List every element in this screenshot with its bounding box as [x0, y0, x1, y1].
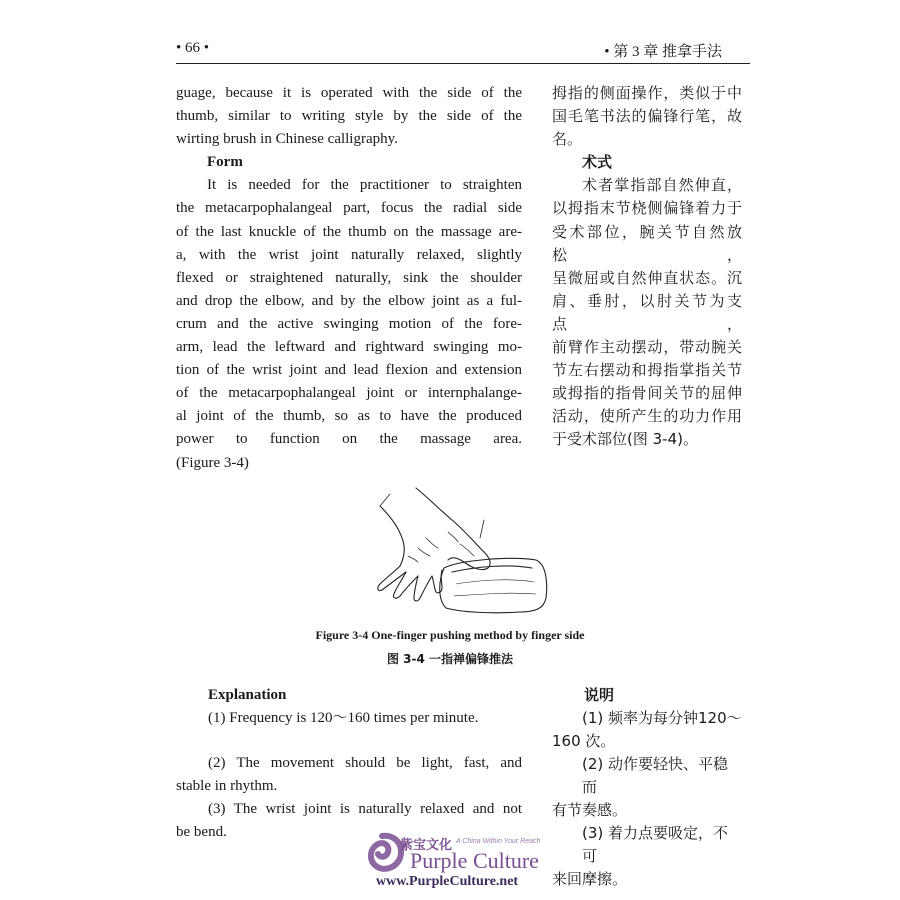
- en-ex3-line: (3) The wrist joint is naturally relaxed and not: [208, 801, 522, 817]
- chinese-column: [552, 82, 742, 452]
- en-p1-line: guage, because it is operated with the side of the: [176, 85, 522, 101]
- zh-p2-line: 节左右摆动和拇指掌指关节: [552, 361, 742, 380]
- zh-ex3-line: 来回摩擦。: [552, 870, 628, 888]
- watermark-brand: Purple Culture: [410, 848, 539, 873]
- explanation-heading-zh: 说明: [584, 686, 615, 704]
- zh-ex1-line: (1) 频率为每分钟120～: [582, 709, 742, 727]
- watermark-url: www.PurpleCulture.net: [376, 874, 519, 889]
- zh-p2-line: 活动，使所产生的功力作用: [552, 407, 742, 426]
- zh-p2-line: 前臂作主动摆动，带动腕关: [552, 338, 742, 357]
- en-p2-line: a, with the wrist joint naturally relaxed, slightly: [176, 246, 522, 263]
- en-p2-line: It is needed for the practitioner to straighten: [207, 177, 522, 194]
- en-p2-line: al joint of the thumb, so as to have the produced: [176, 408, 522, 425]
- explanation-items-zh: [552, 707, 742, 891]
- header-rule: [176, 63, 750, 64]
- page-number: • 66 •: [176, 40, 210, 56]
- zh-ex3-line: (3) 着力点要吸定，不可: [582, 824, 729, 865]
- en-p2-line: power to function on the massage area.: [176, 431, 522, 448]
- en-p2-line: flexed or straightened naturally, sink the shoulder: [176, 269, 522, 286]
- zh-ex1-line: 160 次。: [552, 732, 616, 750]
- en-p2-line: of the last knuckle of the thumb on the massage are-: [176, 223, 522, 240]
- zh-p2-line: 或拇指的指骨间关节的屈伸: [552, 384, 742, 403]
- en-p2-line: and drop the elbow, and by the elbow joint as a ful-: [176, 292, 522, 309]
- en-p2-line: tion of the wrist joint and lead flexion and extension: [176, 362, 522, 379]
- en-ex3-line: be bend.: [176, 824, 227, 840]
- explanation-item2-en: [176, 752, 522, 798]
- en-p2-line: arm, lead the leftward and rightward swinging mo-: [176, 339, 522, 356]
- en-p2-line: crum and the active swinging motion of the fore-: [176, 315, 522, 332]
- zh-p1-line: 名。: [552, 130, 583, 149]
- figure-caption-zh: 图 3-4 一指禅偏锋推法: [386, 652, 514, 666]
- english-column: [176, 82, 522, 475]
- en-p2-line: (Figure 3-4): [176, 454, 249, 471]
- en-p1-line: thumb, similar to writing style by the side of the: [176, 108, 522, 125]
- watermark-tagline: A China Within Your Reach: [456, 838, 541, 845]
- explanation-item1-en: (1) Frequency is 120～160 times per minute.: [208, 710, 479, 726]
- zh-ex2-line: 有节奏感。: [552, 801, 628, 819]
- zh-p1-line: 拇指的侧面操作，类似于中: [552, 84, 742, 102]
- en-p1-line: wirting brush in Chinese calligraphy.: [176, 131, 398, 148]
- zh-p2-line: 受术部位，腕关节自然放松，: [552, 222, 742, 264]
- en-p2-line: of the metacarpophalangeal joint or internphalange-: [176, 385, 522, 402]
- zh-p1-line: 国毛笔书法的偏锋行笔，故: [552, 107, 742, 126]
- zh-p2-line: 于受术部位(图 3-4)。: [552, 430, 698, 449]
- zh-p2-line: 术者掌指部自然伸直，: [582, 176, 742, 195]
- en-form-heading: Form: [207, 154, 243, 171]
- explanation-heading-en: Explanation: [208, 687, 287, 703]
- zh-p2-line: 呈微屈或自然伸直状态。沉: [552, 268, 742, 287]
- watermark-brand-zh: 紫宝文化: [400, 838, 453, 853]
- en-p2-line: the metacarpophalangeal part, focus the radial side: [176, 200, 522, 217]
- zh-form-heading: 术式: [582, 153, 613, 172]
- hand-illustration: [360, 486, 560, 616]
- en-ex2-line: stable in rhythm.: [176, 778, 278, 794]
- figure-caption-en: Figure 3-4 One-finger pushing method by finger side: [315, 628, 585, 642]
- zh-p2-line: 肩、垂肘，以肘关节为支点，: [552, 291, 742, 333]
- en-ex2-line: (2) The movement should be light, fast, and: [208, 755, 522, 771]
- zh-ex2-line: (2) 动作要轻快、平稳而: [582, 755, 729, 796]
- zh-p2-line: 以拇指末节桡侧偏锋着力于: [552, 199, 742, 218]
- chapter-title: • 第 3 章 推拿手法: [604, 44, 722, 60]
- swirl-icon: [371, 836, 401, 869]
